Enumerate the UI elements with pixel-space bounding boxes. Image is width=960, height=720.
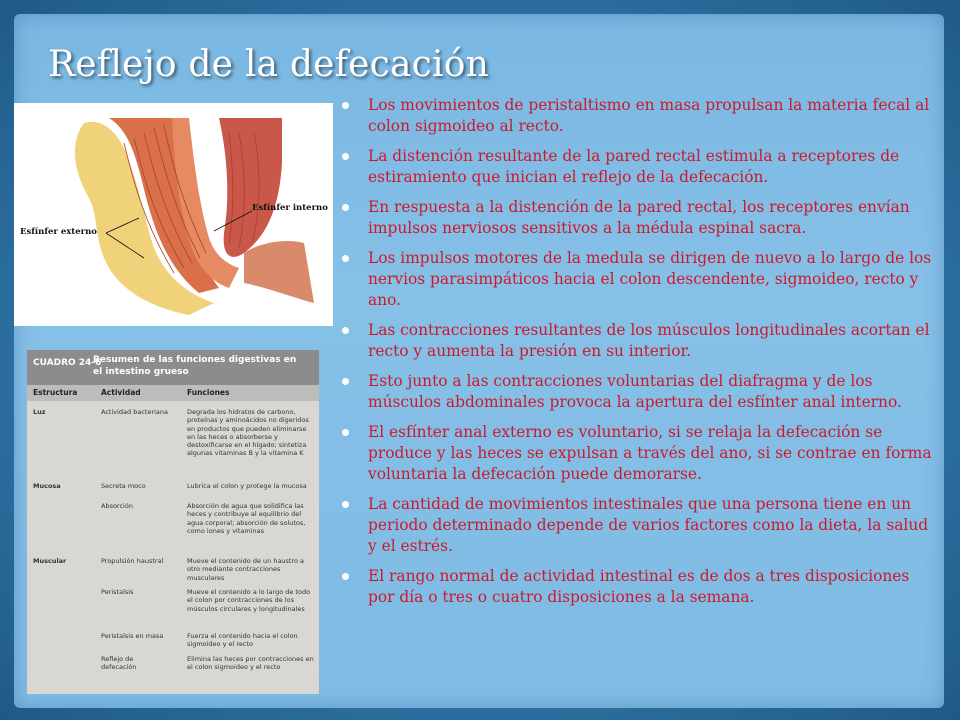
bullet-text: El esfínter anal externo es voluntario, si se relaja la defecación se produce y las heces se expulsan a través del ano, si se contrae en forma voluntaria la defecación puede demorarse. xyxy=(368,423,932,483)
bullet-dot-icon xyxy=(342,102,349,109)
list-item xyxy=(342,95,932,137)
bullet-text: La distención resultante de la pared rectal estimula a receptores de estiramiento que inician el reflejo de la defecación. xyxy=(368,147,900,186)
bullet-text: Las contracciones resultantes de los músculos longitudinales acortan el recto y aumenta la presión en su interior. xyxy=(368,321,930,360)
list-item xyxy=(342,422,932,485)
table-cell-activity: Reflejo de defecación xyxy=(101,655,137,672)
bullet-dot-icon xyxy=(342,255,349,262)
list-item xyxy=(342,146,932,188)
column-header: Actividad xyxy=(101,388,141,397)
table-header-bar xyxy=(27,350,319,385)
slide-title: Reflejo de la defecación xyxy=(48,44,489,85)
table-cell-activity: Actividad bacteriana xyxy=(101,408,169,416)
bullet-list xyxy=(342,95,932,617)
list-item xyxy=(342,197,932,239)
bullet-dot-icon xyxy=(342,153,349,160)
digestive-functions-table-image xyxy=(27,350,319,694)
table-code: CUADRO 24-6 xyxy=(33,358,102,368)
table-cell-activity: Peristalsis en masa xyxy=(101,632,164,640)
table-cell-activity: Secreta moco xyxy=(101,482,146,490)
bullet-text: La cantidad de movimientos intestinales que una persona tiene en un periodo determinado depende de varios factores como la dieta, la salud y el estrés. xyxy=(368,495,929,555)
table-cell-activity: Peristalsis xyxy=(101,588,134,596)
table-cell-function: Mueve el contenido a lo largo de todo el colon por contracciones de los músculos circulares y longitudinales xyxy=(187,588,311,613)
table-cell-function: Mueve el contenido de un haustro a otro mediante contracciones musculares xyxy=(187,557,305,582)
bullet-text: El rango normal de actividad intestinal es de dos a tres disposiciones por día o tres o cuatro disposiciones a la semana. xyxy=(368,567,910,606)
label-external-sphincter: Esfínfer externo xyxy=(20,227,97,237)
list-item xyxy=(342,371,932,413)
table-title: Resumen de las funciones digestivas en el intestino grueso xyxy=(93,355,297,377)
bullet-dot-icon xyxy=(342,573,349,580)
list-item xyxy=(342,566,932,608)
table-cell-function: Degrada los hidratos de carbono, proteínas y aminoácidos no digeridos en productos que pueden eliminarse en las heces o absorberse y destoxificarse en el hígado; sintetiza algunas vitaminas B y la vitamina K xyxy=(187,408,309,458)
anatomy-drawing xyxy=(14,103,333,326)
table-cell-activity: Absorción xyxy=(101,502,133,510)
table-cell-structure: Mucosa xyxy=(33,482,61,490)
bullet-text: Esto junto a las contracciones voluntarias del diafragma y de los músculos abdominales provoca la apertura del esfínter anal interno. xyxy=(368,372,902,411)
bullet-text: Los movimientos de peristaltismo en masa propulsan la materia fecal al colon sigmoideo al recto. xyxy=(368,96,930,135)
table-cell-structure: Muscular xyxy=(33,557,67,565)
table-cell-function: Lubrica el colon y protege la mucosa xyxy=(187,482,307,490)
bullet-text: En respuesta a la distención de la pared rectal, los receptores envían impulsos nerviosos sensitivos a la médula espinal sacra. xyxy=(368,198,910,237)
bullet-dot-icon xyxy=(342,204,349,211)
table-cell-function: Fuerza el contenido hacia el colon sigmoideo y el recto xyxy=(187,632,298,649)
table-cell-function: Absorción de agua que solidifica las heces y contribuye al equilibrio del agua corporal; absorción de solutos, como iones y vitaminas xyxy=(187,502,306,535)
bullet-dot-icon xyxy=(342,429,349,436)
bullet-dot-icon xyxy=(342,501,349,508)
column-header: Estructura xyxy=(33,388,78,397)
list-item xyxy=(342,494,932,557)
column-header: Funciones xyxy=(187,388,230,397)
bullet-dot-icon xyxy=(342,327,349,334)
table-cell-activity: Propulsión haustral xyxy=(101,557,164,565)
bullet-dot-icon xyxy=(342,378,349,385)
list-item xyxy=(342,320,932,362)
table-column-headers xyxy=(27,385,319,401)
table-cell-structure: Luz xyxy=(33,408,46,416)
table-cell-function: Elimina las heces por contracciones en el colon sigmoideo y el recto xyxy=(187,655,314,672)
label-internal-sphincter: Esfínfer interno xyxy=(252,203,328,213)
list-item xyxy=(342,248,932,311)
bullet-text: Los impulsos motores de la medula se dirigen de nuevo a lo largo de los nervios parasimpáticos hacia el colon descendente, sigmoideo, recto y ano. xyxy=(368,249,932,309)
anatomy-illustration xyxy=(14,103,333,326)
